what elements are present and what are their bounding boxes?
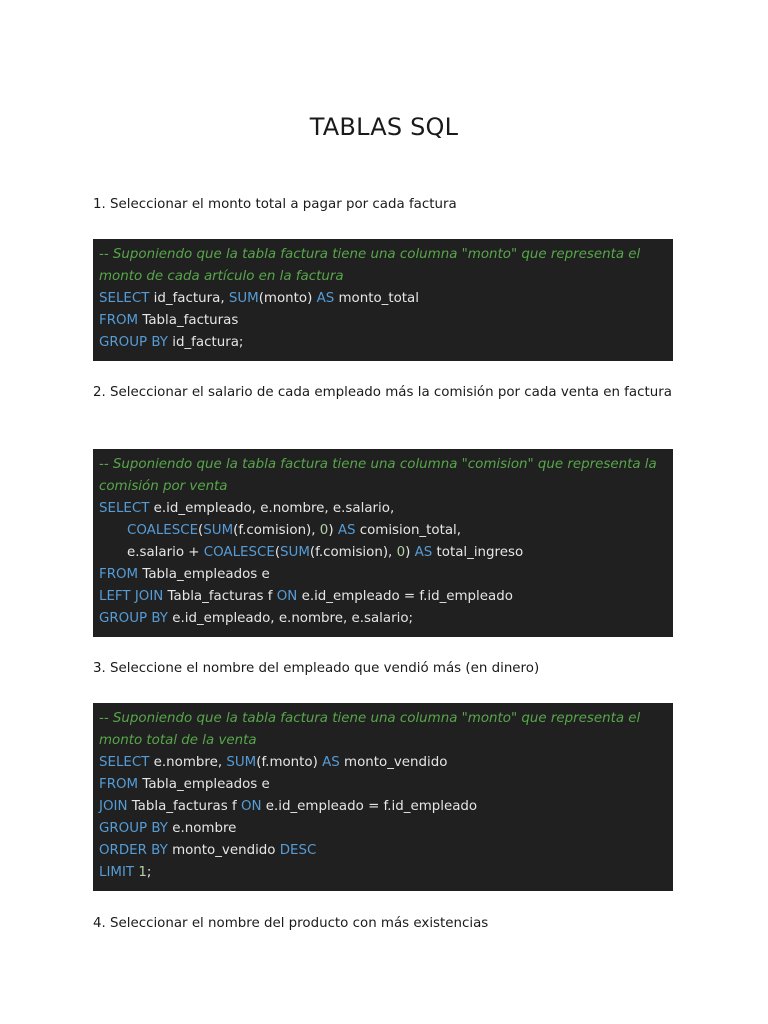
question-3-text: 3. Seleccione el nombre del empleado que vendió más (en dinero): [93, 661, 540, 676]
code-text: monto_vendido: [339, 755, 448, 770]
code-line: [99, 288, 667, 310]
code-line: [99, 520, 667, 542]
code-text: total_ingreso: [432, 545, 524, 560]
code-text: (monto): [258, 291, 317, 306]
code-text: e.nombre,: [149, 755, 227, 770]
code-text: (f.comision),: [233, 523, 320, 538]
code-text: e.nombre: [168, 821, 237, 836]
code-text: e.id_empleado, e.nombre, e.salario;: [168, 611, 414, 626]
code-text: Tabla_empleados e: [138, 777, 270, 792]
code-line: [99, 796, 667, 818]
sql-keyword: SELECT: [99, 291, 150, 306]
code-text: (: [198, 523, 204, 538]
sql-number: 1: [138, 865, 147, 880]
sql-keyword: AS: [337, 523, 356, 538]
sql-keyword: FROM: [99, 567, 139, 582]
code-text: (f.monto): [256, 755, 323, 770]
sql-keyword: JOIN: [99, 799, 128, 814]
sql-keyword: ORDER BY: [99, 843, 168, 858]
sql-keyword: LIMIT: [99, 865, 135, 880]
code-text: e.id_empleado = f.id_empleado: [261, 799, 478, 814]
code-text: monto_vendido: [167, 843, 280, 858]
code-text: e.id_empleado, e.nombre, e.salario,: [149, 501, 395, 516]
code-line: [99, 608, 667, 630]
question-1-text: 1. Seleccionar el monto total a pagar por cada factura: [93, 197, 457, 212]
page-title: TABLAS SQL: [309, 113, 459, 141]
code-text: monto_total: [334, 291, 419, 306]
code-text: e.salario +: [127, 545, 204, 560]
code-line: [99, 862, 667, 884]
code-block-1: [93, 239, 673, 361]
sql-keyword: AS: [322, 755, 340, 770]
code-text: (f.comision),: [309, 545, 397, 560]
sql-function: SUM: [226, 755, 257, 770]
question-4-text: 4. Seleccionar el nombre del producto con más existencias: [93, 916, 489, 931]
code-text: Tabla_facturas f: [163, 589, 277, 604]
code-text: Tabla_facturas f: [127, 799, 241, 814]
code-text: id_factura,: [149, 291, 229, 306]
code-text: e.id_empleado = f.id_empleado: [297, 589, 513, 604]
code-line: [99, 542, 667, 564]
sql-function: SUM: [280, 545, 310, 560]
code-line: [99, 586, 667, 608]
sql-number: 0: [319, 523, 329, 538]
sql-keyword: LEFT JOIN: [99, 589, 164, 604]
code-line: [99, 564, 667, 586]
sql-keyword: AS: [316, 291, 335, 306]
sql-function: COALESCE: [203, 545, 275, 560]
code-text: ;: [146, 865, 152, 880]
sql-keyword: AS: [414, 545, 433, 560]
code-text: Tabla_empleados e: [138, 567, 270, 582]
code-line: [99, 774, 667, 796]
sql-keyword: GROUP BY: [99, 821, 168, 836]
code-text: id_factura;: [168, 335, 244, 350]
sql-function: SUM: [228, 291, 259, 306]
code-text: comision_total,: [355, 523, 462, 538]
sql-keyword: GROUP BY: [99, 335, 168, 350]
sql-keyword: DESC: [279, 843, 317, 858]
code-line: [99, 332, 667, 354]
question-2-text: 2. Seleccionar el salario de cada empleado más la comisión por cada venta en factura: [93, 385, 672, 400]
code-line: [99, 244, 667, 288]
code-line: [99, 818, 667, 840]
code-text: ): [328, 523, 338, 538]
sql-keyword: GROUP BY: [99, 611, 168, 626]
code-line: [99, 840, 667, 862]
code-text: ): [405, 545, 415, 560]
code-text: (: [274, 545, 281, 560]
code-line: [99, 310, 667, 332]
code-block-2: [93, 449, 673, 637]
sql-keyword: ON: [276, 589, 298, 604]
sql-number: 0: [396, 545, 406, 560]
sql-keyword: FROM: [99, 313, 139, 328]
code-line: [99, 708, 667, 752]
code-comment: -- Suponiendo que la tabla factura tiene una columna "monto" que representa el monto de cada artículo en la factura: [99, 247, 645, 284]
sql-keyword: ON: [240, 799, 262, 814]
code-text: Tabla_facturas: [138, 313, 239, 328]
sql-keyword: FROM: [99, 777, 139, 792]
sql-function: COALESCE: [127, 523, 199, 538]
sql-function: SUM: [203, 523, 234, 538]
sql-keyword: SELECT: [99, 501, 150, 516]
code-block-3: [93, 703, 673, 891]
code-comment: -- Suponiendo que la tabla factura tiene una columna "monto" que representa el monto total de la venta: [99, 711, 645, 748]
sql-keyword: SELECT: [99, 755, 150, 770]
code-line: [99, 498, 667, 520]
code-line: [99, 454, 667, 498]
code-line: [99, 752, 667, 774]
code-comment: -- Suponiendo que la tabla factura tiene una columna "comision" que representa la comisión por venta: [99, 457, 661, 494]
